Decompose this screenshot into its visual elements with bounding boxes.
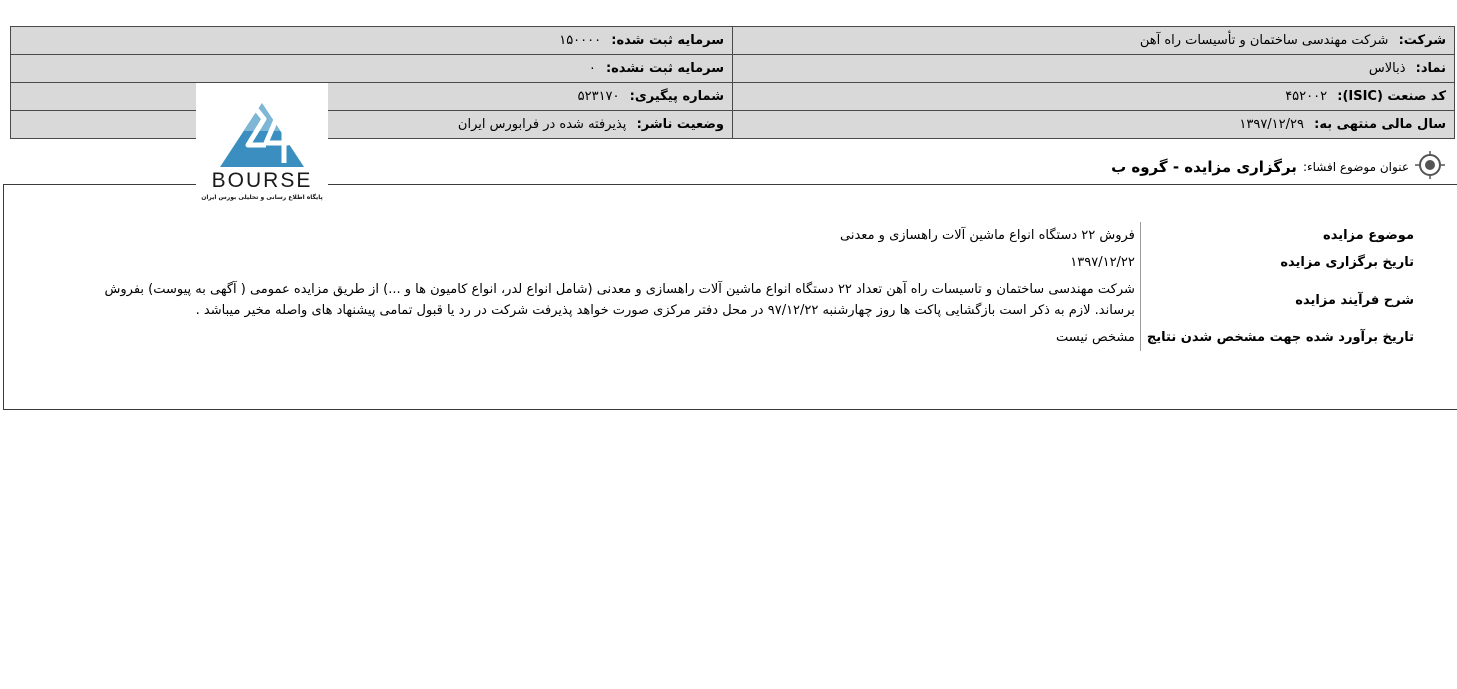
symbol-value: ذبالاس (1368, 61, 1406, 76)
topic-label: موضوع مزایده (1140, 222, 1419, 249)
publisher-status-cell (11, 111, 733, 139)
tracking-cell (11, 83, 733, 111)
tracking-value: ۵۲۳۱۷۰ (577, 89, 620, 104)
disclosure-subject (1111, 150, 1445, 184)
company-cell (733, 27, 1455, 55)
logo-brand-text: BOURSE (211, 169, 313, 192)
detail-row-date (60, 249, 1419, 276)
detail-row-topic (60, 222, 1419, 249)
capital-registered-value: ۱۵۰۰۰۰ (559, 33, 602, 48)
auction-details (60, 222, 1419, 351)
subject-title: برگزاری مزایده - گروه ب (1111, 158, 1297, 176)
capital-registered-label: سرمایه ثبت شده: (611, 33, 724, 48)
detail-row-process (60, 276, 1419, 324)
isic-label: کد صنعت (ISIC): (1337, 89, 1446, 104)
fiscal-year-value: ۱۳۹۷/۱۲/۲۹ (1239, 117, 1304, 132)
symbol-cell (733, 55, 1455, 83)
bourse-logo-graphic (196, 83, 328, 205)
isic-cell (733, 83, 1455, 111)
process-value: شرکت مهندسی ساختمان و تاسیسات راه آهن تعداد ۲۲ دستگاه انواع ماشین آلات راهسازی و معدنی (شامل انواع لدر، انواع کامیون ها و ...) از طریق مزایده عمومی ( آگهی به پیوست) بفروش برساند. لازم به ذکر است بازگشایی پاکت ها روز چهارشنبه ۹۷/۱۲/۲۲ در محل دفتر مرکزی صورت خواهد پذیرفت شرکت در رد یا قبول تمامی پیشنهاد های واصله مخیر میباشد . (104, 282, 1135, 318)
publisher-status-value: پذیرفته شده در فرابورس ایران (457, 117, 627, 132)
capital-unregistered-cell (11, 55, 733, 83)
subject-label: عنوان موضوع افشاء: (1302, 160, 1409, 174)
symbol-label: نماد: (1415, 61, 1446, 76)
results-label: تاریخ برآورد شده جهت مشخص شدن نتایج (1140, 324, 1419, 351)
company-value: شرکت مهندسی ساختمان و تأسیسات راه آهن (1139, 33, 1389, 48)
process-label: شرح فرآیند مزایده (1140, 276, 1419, 324)
publisher-status-label: وضعیت ناشر: (636, 117, 724, 132)
info-row (11, 55, 1455, 83)
tracking-label: شماره پیگیری: (629, 89, 724, 104)
isic-value: ۴۵۲۰۰۲ (1285, 89, 1328, 104)
topic-value: فروش ۲۲ دستگاه انواع ماشین آلات راهسازی و معدنی (840, 228, 1135, 243)
capital-unregistered-value: ۰ (588, 61, 596, 76)
bourse-logo (196, 83, 328, 205)
date-value: ۱۳۹۷/۱۲/۲۲ (1070, 255, 1135, 270)
target-icon (1415, 150, 1445, 184)
capital-unregistered-label: سرمایه ثبت نشده: (605, 61, 724, 76)
capital-registered-cell (11, 27, 733, 55)
company-label: شرکت: (1398, 33, 1446, 48)
date-label: تاریخ برگزاری مزایده (1140, 249, 1419, 276)
logo-tagline-text: پایگاه اطلاع رسانی و تحلیلی بورس ایران (201, 194, 323, 201)
results-value: مشخص نیست (1055, 330, 1135, 345)
detail-row-results (60, 324, 1419, 351)
fiscal-year-cell (733, 111, 1455, 139)
fiscal-year-label: سال مالی منتهی به: (1314, 117, 1446, 132)
info-row (11, 27, 1455, 55)
